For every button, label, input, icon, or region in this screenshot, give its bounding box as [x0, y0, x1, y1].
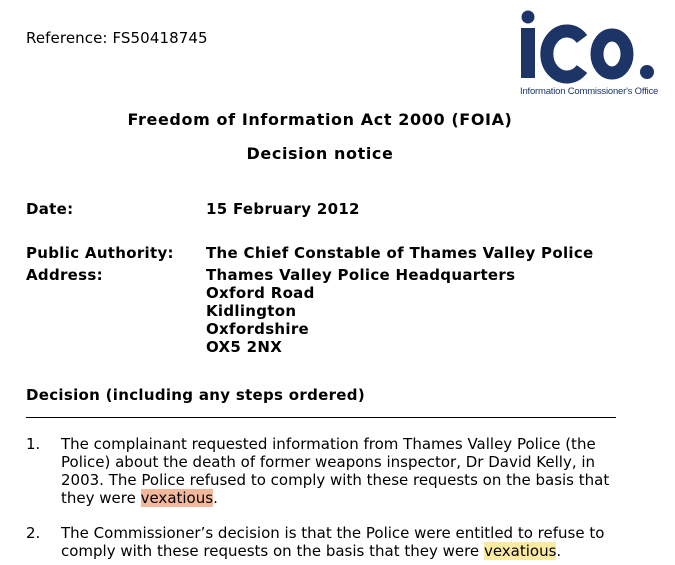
paragraph-text-end: .: [213, 489, 218, 507]
address-label: Address:: [26, 266, 103, 284]
paragraph-text: [61, 524, 626, 560]
section-divider: [26, 417, 616, 418]
ico-logo: [519, 6, 659, 96]
decision-heading: Decision (including any steps ordered): [26, 386, 365, 404]
address-line: Kidlington: [206, 302, 297, 320]
paragraph-1: [26, 435, 626, 507]
paragraph-text-end: .: [556, 542, 562, 560]
reference-number: Reference: FS50418745: [26, 29, 208, 47]
public-authority-label: Public Authority:: [26, 244, 174, 262]
highlighted-term: vexatious: [483, 542, 557, 560]
paragraph-text-start: The Commissioner’s decision is that the Police were entitled to refuse to comply with these requests on the basis that they were: [61, 524, 605, 560]
highlighted-term: vexatious: [140, 489, 214, 507]
paragraph-number: 1.: [26, 435, 41, 453]
public-authority-value: The Chief Constable of Thames Valley Police: [206, 244, 594, 262]
ico-logo-tagline: Information Commissioner's Office: [520, 86, 659, 97]
document-subtitle: Decision notice: [246, 144, 394, 163]
date-label: Date:: [26, 200, 74, 218]
address-line: Oxfordshire: [206, 320, 310, 338]
paragraph-number: 2.: [26, 524, 41, 542]
paragraph-text: [61, 435, 626, 507]
address-line: Thames Valley Police Headquarters: [206, 266, 516, 284]
paragraph-2: [26, 524, 626, 560]
paragraph-text-start: The complainant requested information from Thames Valley Police (the Police) about the death of former weapons inspector, Dr David Kelly, in 2003. The Police refused to comply with these requests on the basis that they were: [61, 435, 610, 507]
document-title: Freedom of Information Act 2000 (FOIA): [127, 110, 513, 129]
address-line: Oxford Road: [206, 284, 315, 302]
date-value: 15 February 2012: [206, 200, 360, 218]
address-line: OX5 2NX: [206, 338, 283, 356]
ico-logo-mark: [519, 6, 659, 84]
